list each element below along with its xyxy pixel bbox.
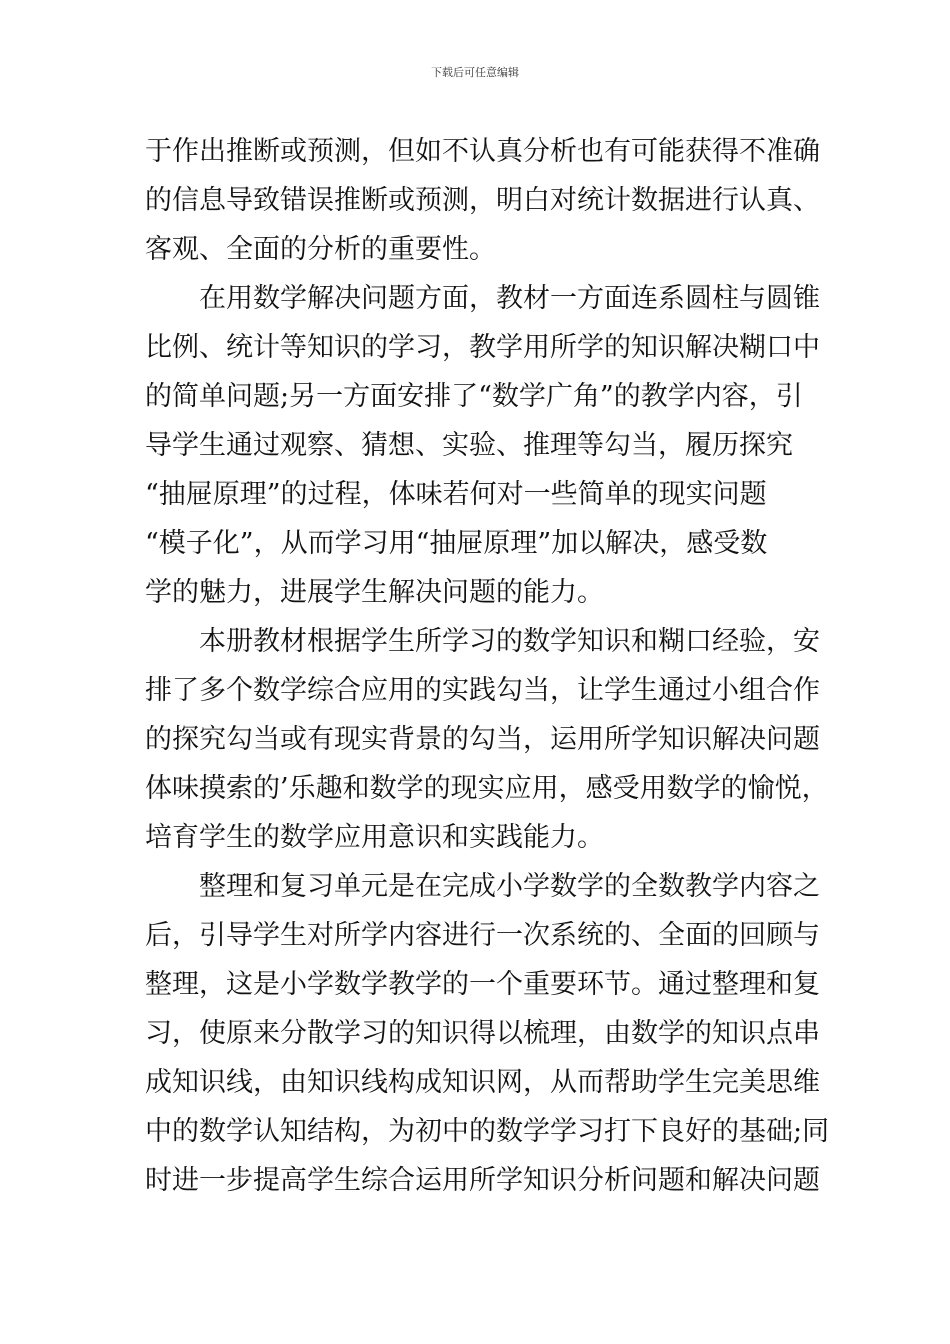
text-line: “抽屉原理”的过程，体味若何对一些简单的现实问题 — [145, 479, 767, 510]
text-line: 比例、统计等知识的学习，教学用所学的知识解决糊口中 — [145, 332, 820, 363]
text-line: 中的数学认知结构，为初中的数学学习打下良好的基础;同 — [145, 1116, 830, 1147]
text-line: 导学生通过观察、猜想、实验、推理等勾当，履历探究 — [145, 430, 793, 461]
text-line: 整理，这是小学数学教学的一个重要环节。通过整理和复 — [145, 969, 820, 1000]
text-line: 成知识线，由知识线构成知识网，从而帮助学生完美思维 — [145, 1067, 820, 1098]
text-line: 后，引导学生对所学内容进行一次系统的、全面的回顾与 — [145, 920, 820, 951]
text-line: 本册教材根据学生所学习的数学知识和糊口经验，安 — [145, 626, 820, 657]
text-line: 时进一步提高学生综合运用所学知识分析问题和解决问题 — [145, 1165, 820, 1196]
text-line: 在用数学解决问题方面，教材一方面连系圆柱与圆锥 — [145, 283, 820, 314]
text-line: 的信息导致错误推断或预测，明白对统计数据进行认真、 — [145, 185, 820, 216]
text-line: 习，使原来分散学习的知识得以梳理，由数学的知识点串 — [145, 1018, 820, 1049]
text-line: 于作出推断或预测，但如不认真分析也有可能获得不准确 — [145, 136, 820, 167]
text-line: 的简单问题;另一方面安排了“数学广角”的教学内容，引 — [145, 381, 803, 412]
text-line: “模子化”，从而学习用“抽屉原理”加以解决，感受数 — [145, 528, 768, 559]
text-line: 客观、全面的分析的重要性。 — [145, 234, 496, 265]
text-line: 体味摸索的’乐趣和数学的现实应用，感受用数学的愉悦， — [145, 773, 829, 804]
text-line: 整理和复习单元是在完成小学数学的全数教学内容之 — [145, 871, 820, 902]
text-line: 培育学生的数学应用意识和实践能力。 — [145, 822, 604, 853]
text-line: 的探究勾当或有现实背景的勾当，运用所学知识解决问题 — [145, 724, 820, 755]
page-header: 下载后可任意编辑 — [431, 66, 519, 79]
text-line: 排了多个数学综合应用的实践勾当，让学生通过小组合作 — [145, 675, 820, 706]
body-text — [145, 127, 830, 1205]
text-line: 学的魅力，进展学生解决问题的能力。 — [145, 577, 604, 608]
